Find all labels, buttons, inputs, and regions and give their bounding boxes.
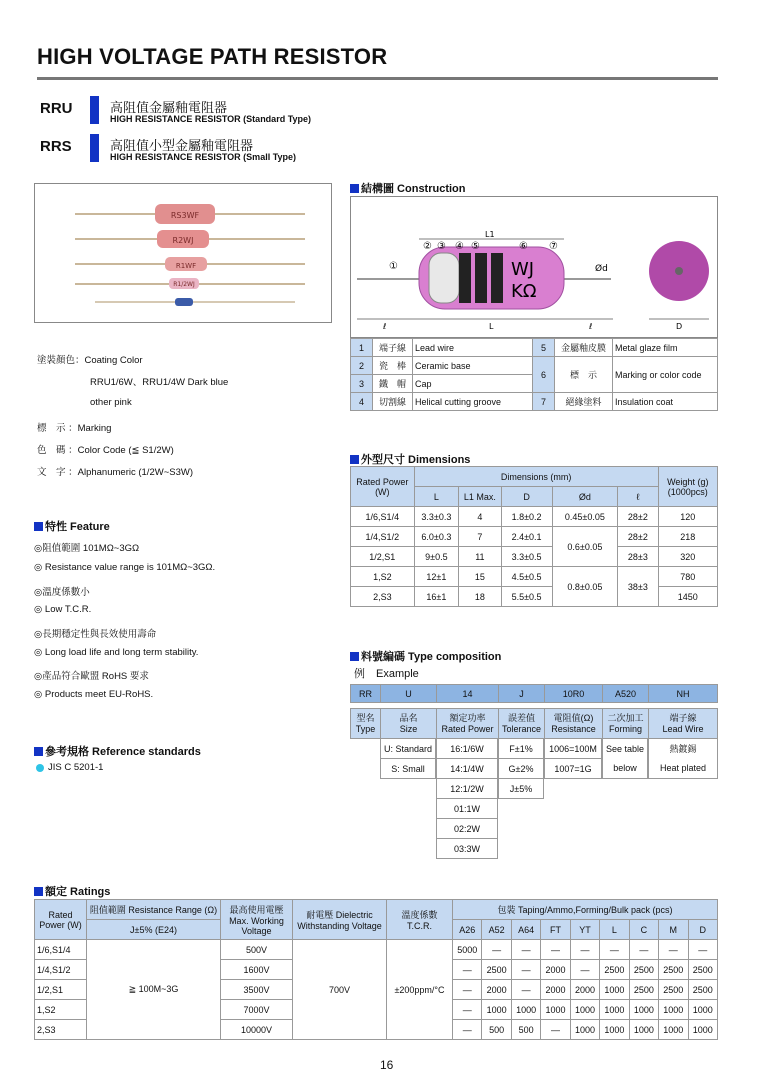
type-label-table: 型名 Type 品名 Size 額定功率 Rated Power 誤差值 Tolerance 電阻值(Ω) Resistance 二次加工 Forming 端子線 Lead Wire — [350, 708, 718, 739]
marking-label: 標 示 ：Marking — [37, 423, 112, 434]
series-cn-rrs: 高阻值小型金屬釉電阻器 — [110, 138, 254, 153]
example-label: 例 Example — [354, 668, 419, 680]
dim-L: L — [489, 322, 494, 331]
coating-color-label: 塗裝顏色：Coating Color — [37, 355, 143, 366]
photo-label: R1WF — [175, 262, 197, 270]
power-option: 12:1/2W — [437, 779, 498, 799]
series-en-rru: HIGH RESISTANCE RESISTOR (Standard Type) — [110, 114, 312, 124]
series-code-rrs: RRS — [40, 138, 72, 155]
res-option: 1007=1G — [545, 759, 602, 779]
forming-note: below — [603, 759, 648, 779]
lead-note: Heat plated — [649, 759, 718, 779]
construction-heading: 結構圖 Construction — [350, 180, 466, 196]
reference-item: JIS C 5201-1 — [36, 762, 103, 773]
product-photo — [34, 183, 332, 323]
feature-item: ◎長期穩定性與長效使用壽命 — [34, 629, 157, 640]
lead-note: 熱鍍錫 — [649, 739, 718, 759]
callout-7: ⑦ — [549, 241, 558, 252]
size-option: S: Small — [381, 759, 436, 779]
ratings-table: Rated Power (W) 阻值範圍 Resistance Range (Ω) 最高使用電壓 Max. Working Voltage 耐電壓 Dielectric Withstanding Voltage 溫度係數 T.C.R. 包裝 Taping/Ammo,Forming/Bulk pack (pcs) J±5% (E24) A26 A52 A64 FT YT L C M D 1/6,S1/4 ≧ 100M~3G 500V 700V ±200ppm/°C 5000 — — — — — — — — 1/4,S1/2 1600V — 2500 — 2000 — 2500 2500 2500 2500 1/2,S1 3500V — 2000 — 2000 2000 1000 2500 2500 2500 1,S2 7000V — 1000 1000 1000 1000 1000 1000 1000 1000 2,S3 10000V — 500 500 — 1000 1000 1000 1000 1000 — [34, 899, 718, 1040]
callout-2: ② — [423, 241, 432, 252]
type-composition-heading: 料號編碼 Type composition — [350, 648, 501, 664]
construction-table: 1 端子線 Lead wire 5 金屬釉皮膜 Metal glaze film 2 瓷 棒 Ceramic base 6 標 示 Marking or color code 3 鐵 帽 Cap 4 切割線 Helical cutting groove 7 絕緣塗料 Insulation coat — [350, 338, 718, 411]
callout-6: ⑥ — [519, 241, 528, 252]
bullet-icon — [36, 764, 44, 772]
power-option: 14:1/4W — [437, 759, 498, 779]
forming-note: See table — [603, 739, 648, 759]
tol-option: F±1% — [499, 739, 544, 759]
feature-item: ◎ Low T.C.R. — [34, 604, 92, 615]
page-title: HIGH VOLTAGE PATH RESISTOR — [37, 44, 388, 69]
callout-4: ④ — [455, 241, 464, 252]
power-option: 16:1/6W — [437, 739, 498, 759]
series-en-rrs: HIGH RESISTANCE RESISTOR (Small Type) — [110, 152, 297, 162]
dim-L1: L1 — [485, 230, 495, 239]
tol-option: J±5% — [499, 779, 544, 799]
reference-heading: 參考規格 Reference standards — [34, 743, 201, 759]
feature-item: ◎ Long load life and long term stability. — [34, 647, 199, 658]
feature-item: ◎阻值範圍 101MΩ~3GΩ — [34, 543, 140, 554]
power-option: 02:2W — [437, 819, 498, 839]
photo-label: R1/2WJ — [173, 281, 195, 288]
alphanumeric-label: 文 字 ：Alphanumeric (1/2W~S3W) — [37, 467, 193, 478]
dim-l-left: ℓ — [383, 322, 387, 331]
marking-text: WJ — [511, 259, 535, 280]
tol-option: G±2% — [499, 759, 544, 779]
marking-text: KΩ — [511, 281, 537, 302]
feature-item: ◎產品符合歐盟 RoHS 要求 — [34, 671, 149, 682]
dim-l-right: ℓ — [589, 322, 593, 331]
feature-item: ◎ Resistance value range is 101MΩ~3GΩ. — [34, 562, 216, 573]
page-number: 16 — [380, 1058, 394, 1072]
feature-heading: 特性 Feature — [34, 518, 110, 534]
dimensions-heading: 外型尺寸 Dimensions — [350, 451, 470, 467]
size-option: U: Standard — [381, 739, 436, 759]
construction-diagram — [350, 196, 718, 338]
series-marker — [90, 134, 99, 162]
power-option: 01:1W — [437, 799, 498, 819]
series-cn-rru: 高阻值金屬釉電阻器 — [110, 100, 228, 115]
dim-D: D — [676, 322, 683, 331]
feature-item: ◎ Products meet EU-RoHS. — [34, 689, 154, 700]
coating-line2: other pink — [90, 397, 132, 408]
dimensions-table: Rated Power (W) Dimensions (mm) Weight (g) (1000pcs) L L1 Max. D Ød ℓ 1/6,S1/4 3.3±0.3 4 1.8±0.2 0.45±0.05 28±2 120 1/4,S1/2 6.0±0.3 7 2.4±0.1 0.6±0.05 28±2 218 1/2,S1 9±0.5 11 3.3±0.5 28±3 320 1,S2 12±1 15 4.5±0.5 0.8±0.05 38±3 780 2,S3 16±1 18 5.5±0.5 1450 — [350, 466, 718, 607]
photo-label: RS3WF — [170, 211, 200, 220]
title-divider — [37, 77, 718, 80]
feature-item: ◎溫度係數小 — [34, 587, 90, 598]
color-code-label: 色 碼 ：Color Code (≦ S1/2W) — [37, 445, 174, 456]
series-code-rru: RRU — [40, 100, 73, 117]
type-code-table: RR U 14 J 10R0 A520 NH — [350, 684, 718, 703]
callout-3: ③ — [437, 241, 446, 252]
power-option: 03:3W — [437, 839, 498, 859]
coating-line1: RRU1/6W、RRU1/4W Dark blue — [90, 377, 229, 388]
res-option: 1006=100M — [545, 739, 602, 759]
callout-1: ① — [389, 261, 398, 272]
callout-5: ⑤ — [471, 241, 480, 252]
dim-od: Ød — [595, 264, 608, 274]
series-marker — [90, 96, 99, 124]
ratings-heading: 額定 Ratings — [34, 883, 110, 899]
photo-label: R2WJ — [172, 236, 194, 245]
